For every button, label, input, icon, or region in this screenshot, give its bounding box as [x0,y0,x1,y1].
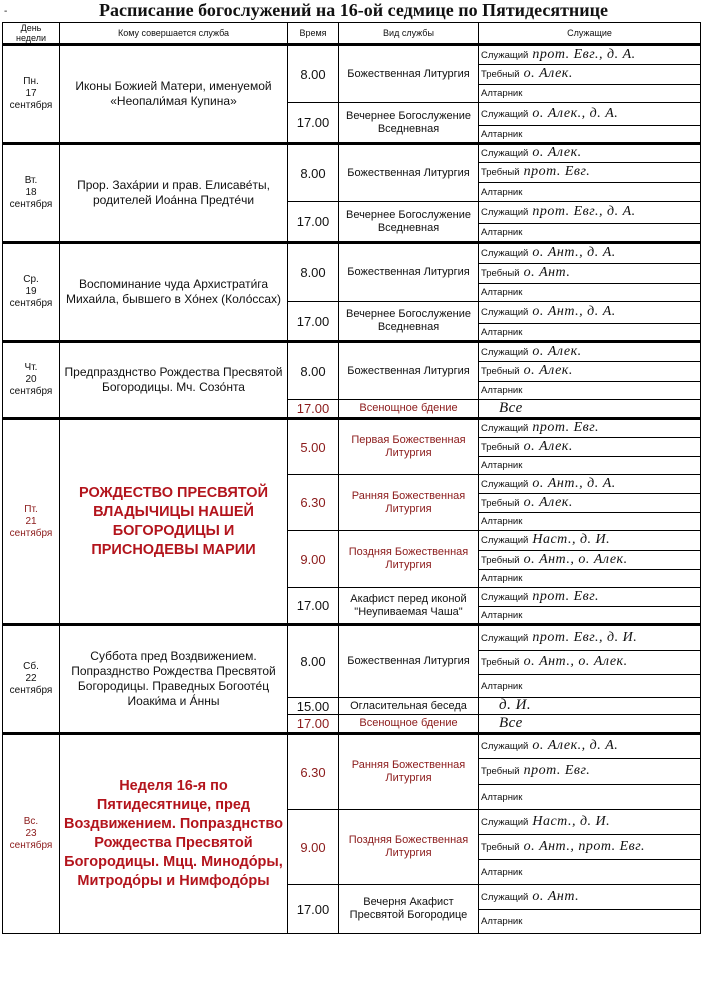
clergy-slot [479,494,701,513]
role-label: Служащий [481,207,529,218]
service-type-cell: Огласительная беседа [339,698,479,715]
handwritten-name: прот. Евг. [523,763,591,778]
clergy-slot [479,324,701,342]
clergy-slot [479,675,701,698]
service-type-cell: Вечерня Акафист Пресвятой Богородице [339,885,479,934]
handwritten-name: о. Алек. [523,438,573,454]
role-label: Алтарник [481,573,523,584]
handwritten-name: о. Ант., прот. Евг. [523,838,646,854]
header-time: Время [288,23,339,45]
role-label: Требный [481,69,520,80]
handwritten-name: д. И. [499,697,532,713]
handwritten-name: о. Ант., д. А. [532,475,616,491]
role-label: Требный [481,268,520,279]
role-label: Служащий [481,307,529,318]
clergy-slot [479,144,701,163]
handwritten-name: прот. Евг. [532,588,600,604]
table-row [3,625,701,651]
clergy-slot [479,570,701,588]
handwritten-name: Все [499,714,523,731]
dedication-cell: Воспоминание чуда Архистрати́га Михаи́ла, бывшего в Хо́нех (Коло́ссах) [60,243,288,342]
role-label: Служащий [481,478,529,490]
clergy-slot [479,531,701,551]
service-type-cell: Всенощное бдение [339,400,479,419]
clergy-slot [479,651,701,675]
clergy-slot [479,103,701,126]
role-label: Алтарник [481,680,523,692]
role-label: Служащий [481,248,529,259]
role-label: Требный [481,167,520,178]
clergy-slot [479,183,701,202]
clergy-slot [479,715,701,734]
handwritten-name: о. Ант., д. А. [532,245,616,260]
role-label: Требный [481,554,520,566]
handwritten-name: прот. Евг., д. И. [532,629,638,645]
clergy-slot [479,475,701,494]
service-type-cell: Божественная Литургия [339,243,479,302]
day-cell: Сб. 22 сентября [3,625,60,734]
handwritten-name: о. Алек., д. А. [532,738,619,753]
service-type-cell: Вечернее Богослужение Вседневная [339,302,479,342]
time-cell: 8.00 [288,243,339,302]
clergy-slot [479,419,701,438]
time-cell: 8.00 [288,45,339,103]
role-label: Служащий [481,346,529,358]
clergy-slot [479,625,701,651]
handwritten-name: Все [499,399,523,416]
role-label: Алтарник [481,227,523,238]
role-label: Алтарник [481,128,523,140]
role-label: Служащий [481,891,529,903]
day-cell: Вс. 23 сентября [3,734,60,934]
service-type-cell: Акафист перед иконой "Неупиваемая Чаша" [339,588,479,625]
time-cell: 17.00 [288,302,339,342]
handwritten-name: о. Алек. [523,363,573,378]
time-cell: 9.00 [288,810,339,885]
time-cell: 17.00 [288,715,339,734]
service-type-cell: Божественная Литургия [339,45,479,103]
table-row [3,419,701,438]
clergy-slot [479,860,701,885]
role-label: Служащий [481,423,529,434]
role-label: Алтарник [481,516,523,527]
role-label: Алтарник [481,460,523,471]
header-day: День недели [3,23,60,45]
time-cell: 17.00 [288,885,339,934]
time-cell: 17.00 [288,202,339,243]
handwritten-name: о. Ант., о. Алек. [523,551,628,567]
dedication-cell: Неделя 16-я по Пятидесятнице, пред Воздвижением. Попразднство Рождества Пресвятой Богородицы. Мцц. Минодо́ры, Митродо́ры и Нимфодо́ры [60,734,288,934]
clergy-slot [479,438,701,457]
clergy-slot [479,885,701,910]
clergy-slot [479,835,701,860]
service-type-cell: Всенощное бдение [339,715,479,734]
role-label: Алтарник [481,186,523,198]
role-label: Требный [481,657,520,668]
role-label: Алтарник [481,609,523,621]
clergy-slot [479,785,701,810]
service-type-cell: Божественная Литургия [339,342,479,400]
dedication-cell: Прор. Заха́рии и прав. Елисаве́ты, родителей Иоа́нна Предте́чи [60,144,288,243]
role-label: Требный [481,366,520,377]
service-type-cell: Вечернее Богослужение Вседневная [339,202,479,243]
table-row [3,45,701,65]
clergy-slot [479,264,701,284]
page-mark: - [4,6,8,17]
role-label: Служащий [481,632,529,644]
role-label: Служащий [481,816,529,828]
clergy-slot [479,400,701,419]
time-cell: 6.30 [288,734,339,810]
clergy-slot [479,45,701,65]
handwritten-name: Наст., д. И. [532,532,611,547]
handwritten-name: прот. Евг., д. А. [532,204,636,219]
role-label: Алтарник [481,866,523,878]
service-type-cell: Божественная Литургия [339,625,479,698]
schedule-table [2,22,701,934]
role-label: Требный [481,497,520,509]
clergy-slot [479,85,701,103]
clergy-slot [479,588,701,607]
role-label: Алтарник [481,287,523,298]
day-cell: Чт. 20 сентября [3,342,60,419]
role-label: Алтарник [481,385,523,396]
handwritten-name: о. Алек. [532,145,582,160]
clergy-slot [479,163,701,183]
page-title: Расписание богослужений на 16-ой седмице по Пятидесятнице [98,0,609,20]
dedication-cell: Суббота пред Воздвижением. Попразднство Рождества Пресвятой Богородицы. Праведных Богооте́ц Иоаки́ма и А́нны [60,625,288,734]
role-label: Алтарник [481,791,523,803]
time-cell: 8.00 [288,342,339,400]
handwritten-name: о. Ант. [523,265,571,280]
handwritten-name: о. Алек., д. А. [532,105,619,121]
service-type-cell: Поздняя Божественная Литургия [339,531,479,588]
clergy-slot [479,457,701,475]
table-row [3,342,701,362]
time-cell: 17.00 [288,400,339,419]
clergy-slot [479,224,701,243]
schedule-body [3,45,701,934]
time-cell: 8.00 [288,144,339,202]
clergy-slot [479,284,701,302]
header-whom: Кому совершается служба [60,23,288,45]
role-label: Алтарник [481,916,523,927]
role-label: Требный [481,441,520,453]
clergy-slot [479,607,701,625]
clergy-slot [479,126,701,144]
clergy-slot [479,513,701,531]
clergy-slot [479,342,701,362]
role-label: Алтарник [481,88,523,99]
role-label: Алтарник [481,326,523,338]
time-cell: 9.00 [288,531,339,588]
time-cell: 5.00 [288,419,339,475]
day-cell: Пт. 21 сентября [3,419,60,625]
day-cell: Ср. 19 сентября [3,243,60,342]
clergy-slot [479,243,701,264]
dedication-cell: РОЖДЕСТВО ПРЕСВЯТОЙ ВЛАДЫЧИЦЫ НАШЕЙ БОГОРОДИЦЫ И ПРИСНОДЕВЫ МАРИИ [60,419,288,625]
handwritten-name: о. Алек. [532,343,582,359]
handwritten-name: о. Ант., д. А. [532,304,616,319]
clergy-slot [479,202,701,224]
clergy-slot [479,910,701,934]
table-row [3,734,701,759]
clergy-slot [479,734,701,759]
table-row [3,144,701,163]
time-cell: 17.00 [288,103,339,144]
handwritten-name: прот. Евг. [523,164,591,179]
time-cell: 8.00 [288,625,339,698]
role-label: Служащий [481,741,529,752]
service-type-cell: Первая Божественная Литургия [339,419,479,475]
handwritten-name: о. Алек. [523,66,573,81]
clergy-slot [479,65,701,85]
day-cell: Пн. 17 сентября [3,45,60,144]
service-type-cell: Ранняя Божественная Литургия [339,475,479,531]
dedication-cell: Предпразднство Рождества Пресвятой Богородицы. Мч. Созо́нта [60,342,288,419]
role-label: Требный [481,841,520,853]
clergy-slot [479,362,701,382]
service-type-cell: Божественная Литургия [339,144,479,202]
handwritten-name: о. Ант., о. Алек. [523,654,628,669]
handwritten-name: о. Ант. [532,888,580,904]
table-row [3,243,701,264]
role-label: Служащий [481,108,529,120]
time-cell: 17.00 [288,588,339,625]
clergy-slot [479,302,701,324]
service-type-cell: Поздняя Божественная Литургия [339,810,479,885]
role-label: Служащий [481,49,529,61]
clergy-slot [479,382,701,400]
role-label: Служащий [481,535,529,546]
header-type: Вид службы [339,23,479,45]
handwritten-name: Наст., д. И. [532,813,611,829]
handwritten-name: о. Алек. [523,494,573,510]
time-cell: 15.00 [288,698,339,715]
clergy-slot [479,551,701,570]
clergy-slot [479,759,701,785]
handwritten-name: прот. Евг. [532,420,600,435]
clergy-slot [479,810,701,835]
role-label: Служащий [481,148,529,159]
clergy-slot [479,698,701,715]
day-cell: Вт. 18 сентября [3,144,60,243]
handwritten-name: прот. Евг., д. А. [532,46,636,62]
service-type-cell: Ранняя Божественная Литургия [339,734,479,810]
service-type-cell: Вечернее Богослужение Вседневная [339,103,479,144]
role-label: Служащий [481,591,529,603]
header-service: Служащие [479,23,701,45]
role-label: Требный [481,766,520,777]
time-cell: 6.30 [288,475,339,531]
dedication-cell: Иконы Божией Матери, именуемой «Неопали́мая Купина» [60,45,288,144]
